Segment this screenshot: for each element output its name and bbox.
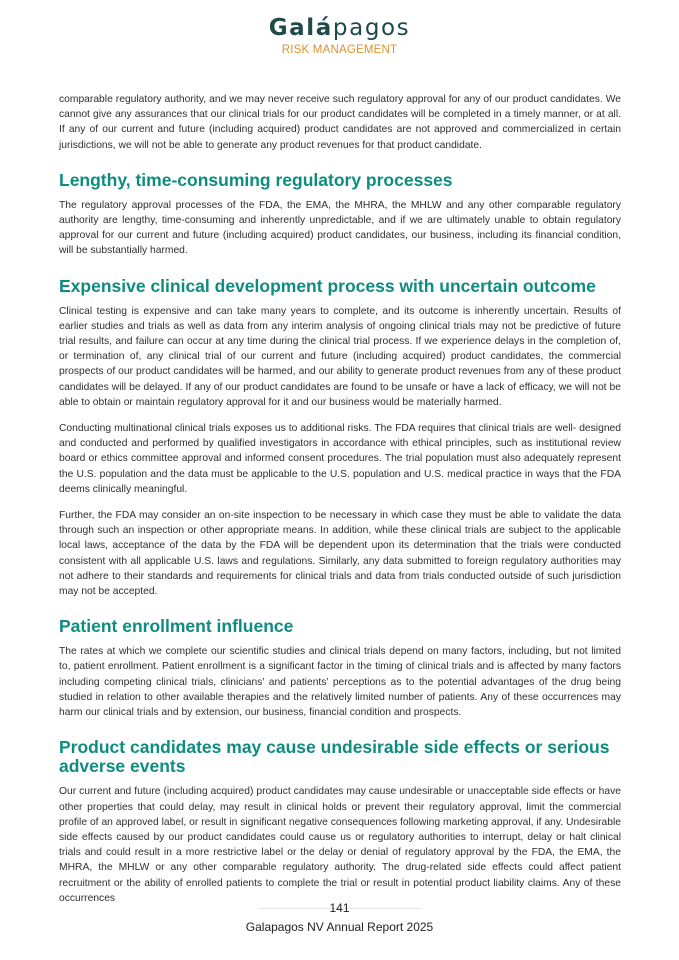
logo-light-part: pagos — [332, 15, 411, 41]
section-heading-side-effects: Product candidates may cause undesirable side effects or serious adverse events — [59, 737, 610, 777]
logo-bold-part: Galá — [268, 15, 333, 41]
section-label: RISK MANAGEMENT — [281, 44, 398, 56]
section-heading-clinical-development: Expensive clinical development process with uncertain outcome — [59, 275, 596, 296]
section-heading-regulatory-processes: Lengthy, time-consuming regulatory processes — [59, 169, 453, 190]
paragraph: The rates at which we complete our scientific studies and clinical trials depend on many factors, including, but not limited to, patient enrollment. Patient enrollment is a significant factor in the timing of clinical trials and is affected by many factors including competing clinical trials, clinicians’ and patients’ perceptions as to the potential advantages of the drug being studied in relation to other available therapies and the relatively limited number of patients. Any of these occurrences may harm our clinical trials and by extension, our business, financial condition and prospects. — [59, 646, 621, 719]
main-content — [59, 92, 621, 917]
paragraph: Further, the FDA may consider an on-site inspection to be necessary in which case they must be able to validate the data through such an inspection or other appropriate means. In addition, while these clinical trials are subject to the applicable local laws, acceptance of the data by the FDA will be dependent upon its determination that the trials were conducted consistent with all applicable U.S. laws and regulations. Similarly, any data submitted to foreign regulatory authorities may not adhere to their standards and requirements for clinical trials and data from trials conducted outside of such jurisdiction may not be accepted. — [59, 510, 621, 598]
galapagos-logo — [0, 14, 679, 42]
page-header — [0, 14, 679, 57]
paragraph: Conducting multinational clinical trials exposes us to additional risks. The FDA requires that clinical trials are well- designed and conducted and performed by qualified investigators in accordance with ethical principles, such as institutional review board or ethics committee approval and informed consent procedures. The trial population must also adequately represent the U.S. population and the data must be applicable to the U.S. population and U.S. medical practice in ways that the FDA deems clinically meaningful. — [59, 423, 621, 495]
page-footer — [0, 901, 679, 935]
report-title: Galapagos NV Annual Report 2025 — [245, 920, 434, 934]
paragraph: Clinical testing is expensive and can take many years to complete, and its outcome is inherently uncertain. Results of earlier studies and trials as well as data from any interim analysis of ongoing clinical trials may not be predictive of future trial results, and failure can occur at any time during the clinical trial process. If we experience delays in the completion of, or termination of, any clinical trial of our current and future (including acquired) product candidates, the commercial prospects of our product candidates will be harmed, and our ability to generate product revenues from any of these product candidates will be delayed. If any of our product candidates are found to be unsafe or have a lack of efficacy, we will not be able to obtain or maintain regulatory approval for it and our business would be materially harmed. — [59, 305, 621, 408]
page-number: 141 — [329, 901, 350, 915]
paragraph: Our current and future (including acquired) product candidates may cause undesirable or unacceptable side effects or have other properties that could delay, may result in clinical holds or prevent their regulatory approval, limit the commercial profile of an approved label, or result in significant negative consequences following marketing approval, if any. Undesirable side effects caused by our product candidates could cause us or regulatory authorities to interrupt, delay or halt clinical trials and could result in a more restrictive label or the delay or denial of regulatory approval by the FDA, the EMA, the MHRA, the MHLW or any other comparable regulatory authority. The drug-related side effects could affect patient recruitment or the ability of enrolled patients to complete the trial or result in potential product liability claims. Any of these occurrences — [59, 786, 621, 904]
paragraph: The regulatory approval processes of the FDA, the EMA, the MHRA, the MHLW and any other comparable regulatory authority are lengthy, time-consuming and inherently unpredictable, and if we are ultimately unable to obtain regulatory approval for our current and future (including acquired) product candidates, our business, including its financial condition, will be substantially harmed. — [59, 199, 621, 257]
intro-paragraph: comparable regulatory authority, and we may never receive such regulatory approval for any of our product candidates. We cannot give any assurances that our clinical trials for our product candidates will be completed in a timely manner, or at all. If any of our current and future (including acquired) product candidates are not approved and commercialized in certain jurisdictions, we will not be able to generate any product revenues for that product candidate. — [59, 94, 621, 151]
section-heading-patient-enrollment: Patient enrollment influence — [59, 616, 294, 637]
